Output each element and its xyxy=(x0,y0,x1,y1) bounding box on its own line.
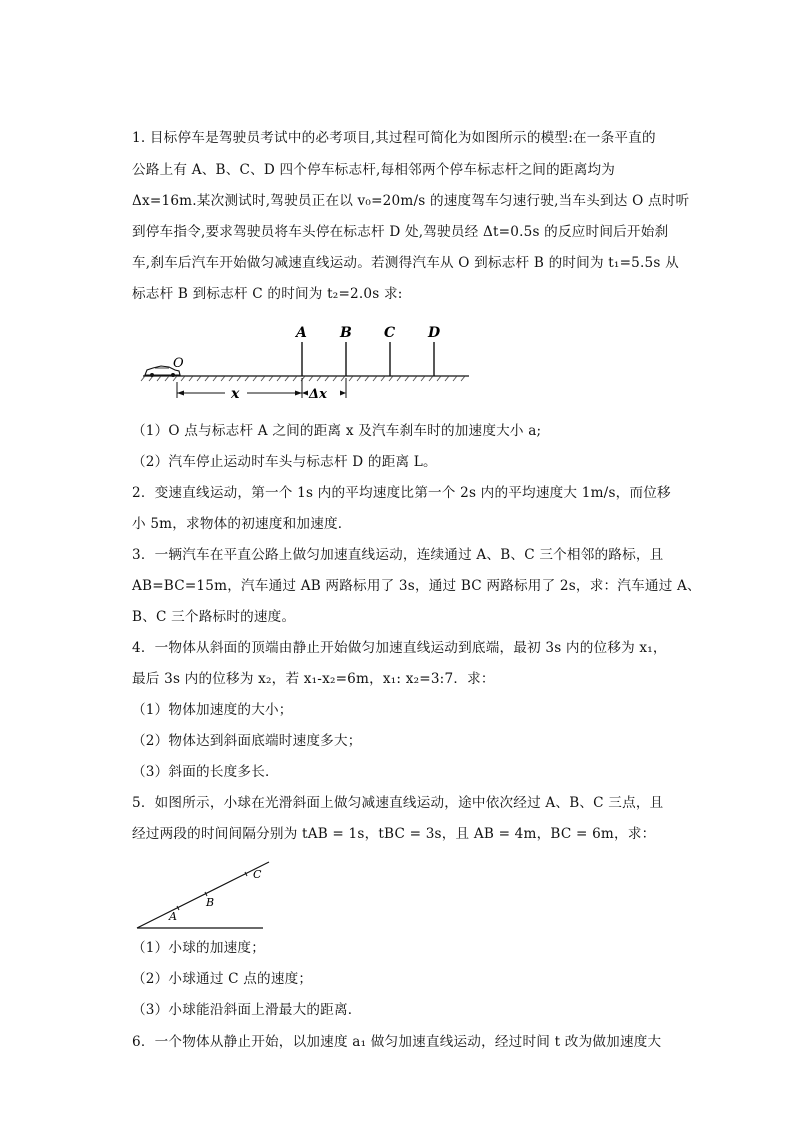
parking-diagram xyxy=(135,318,475,400)
text-line: 2．变速直线运动，第一个 1s 内的平均速度比第一个 2s 内的平均速度大 1m/s，而位移 xyxy=(132,485,671,501)
text-line: 标志杆 B 到标志杆 C 的时间为 t₂=2.0s 求: xyxy=(132,286,403,302)
text-line: 5．如图所示，小球在光滑斜面上做匀减速直线运动，途中依次经过 A、B、C 三点，且 xyxy=(132,795,664,811)
pole-d-label: D xyxy=(428,325,441,341)
text-line: （1）物体加速度的大小； xyxy=(132,702,293,718)
text-line: 4．一物体从斜面的顶端由静止开始做匀加速直线运动到底端，最初 3s 内的位移为 x₁， xyxy=(132,640,667,656)
text-line: （2）物体达到斜面底端时速度多大； xyxy=(132,733,362,749)
text-line: 最后 3s 内的位移为 x₂，若 x₁-x₂=6m，x₁: x₂=3:7．求： xyxy=(132,671,495,687)
text-line: （1）小球的加速度； xyxy=(132,940,265,956)
text-line: B、C 三个路标时的速度。 xyxy=(132,609,296,625)
incline-diagram xyxy=(135,856,275,934)
delta-x-label: Δx xyxy=(309,387,327,400)
point-b-label: B xyxy=(206,896,215,909)
text-line: 到停车指令,要求驾驶员将车头停在标志杆 D 处,驾驶员经 Δt=0.5s 的反应时间后开始刹 xyxy=(132,224,669,240)
text-line: 小 5m，求物体的初速度和加速度． xyxy=(132,516,352,532)
text-line: 3．一辆汽车在平直公路上做匀加速直线运动，连续通过 A、B、C 三个相邻的路标，且 xyxy=(132,547,664,563)
text-line: （2）小球通过 C 点的速度； xyxy=(132,971,313,987)
text-line: （3）小球能沿斜面上滑最大的距离． xyxy=(132,1002,362,1018)
text-line: （1）O 点与标志杆 A 之间的距离 x 及汽车刹车时的加速度大小 a; xyxy=(132,423,542,439)
pole-b-label: B xyxy=(340,325,352,341)
text-line: 经过两段的时间间隔分别为 tAB = 1s，tBC = 3s，且 AB = 4m，BC = 6m，求： xyxy=(132,826,656,842)
text-line: 6．一个物体从静止开始，以加速度 a₁ 做匀加速直线运动，经过时间 t 改为做加速度大 xyxy=(132,1034,662,1050)
point-c-label: C xyxy=(253,868,262,881)
point-o-label: O xyxy=(173,356,184,371)
text-line: AB=BC=15m，汽车通过 AB 两路标用了 3s，通过 BC 两路标用了 2s，求：汽车通过 A、 xyxy=(132,578,701,594)
text-line: 公路上有 A、B、C、D 四个停车标志杆,每相邻两个停车标志杆之间的距离均为 xyxy=(132,162,616,178)
text-line: 车,刹车后汽车开始做匀减速直线运动。若测得汽车从 O 到标志杆 B 的时间为 t₁=5.5s 从 xyxy=(132,255,679,271)
text-line: （2）汽车停止运动时车头与标志杆 D 的距离 L。 xyxy=(132,454,437,470)
text-line: Δx=16m.某次测试时,驾驶员正在以 v₀=20m/s 的速度驾车匀速行驶,当车头到达 O 点时听 xyxy=(132,193,690,209)
distance-x-label: x xyxy=(231,386,240,400)
text-line: （3）斜面的长度多长． xyxy=(132,764,279,780)
pole-a-label: A xyxy=(296,325,307,341)
point-a-label: A xyxy=(169,910,177,923)
pole-c-label: C xyxy=(384,325,396,341)
text-line: 1. 目标停车是驾驶员考试中的必考项目,其过程可简化为如图所示的模型:在一条平直的 xyxy=(132,130,656,146)
